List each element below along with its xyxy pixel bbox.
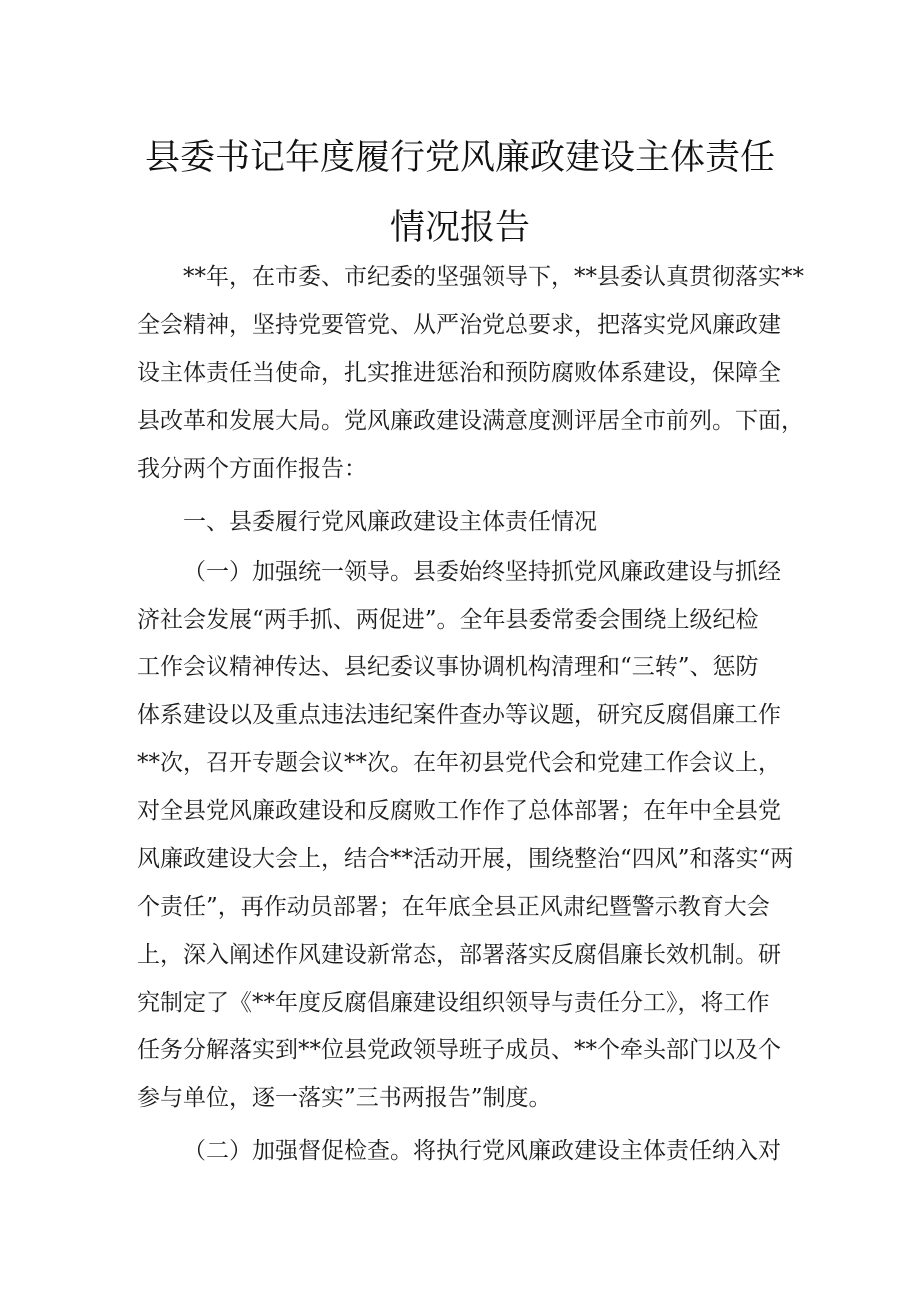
paragraph-line: 体系建设以及重点违法违纪案件查办等议题，研究反腐倡廉工作 xyxy=(137,702,781,728)
paragraph-line: （二）加强督促检查。将执行党风廉政建设主体责任纳入对 xyxy=(183,1138,781,1164)
paragraph-line: 参与单位，逐一落实”三书两报告”制度。 xyxy=(137,1085,552,1111)
paragraph-line: 县改革和发展大局。党风廉政建设满意度测评居全市前列。下面， xyxy=(137,408,804,434)
paragraph-line: 全会精神，坚持党要管党、从严治党总要求，把落实党风廉政建 xyxy=(137,312,781,338)
paragraph-line: 究制定了《**年度反腐倡廉建设组织领导与责任分工》，将工作 xyxy=(137,990,770,1016)
paragraph-line: **次，召开专题会议**次。在年初县党代会和党建工作会议上， xyxy=(137,750,781,776)
paragraph-line: **年，在市委、市纪委的坚强领导下，**县委认真贯彻落实** xyxy=(183,264,804,290)
paragraph-line: 设主体责任当使命，扎实推进惩治和预防腐败体系建设，保障全 xyxy=(137,360,781,386)
paragraph-line: 我分两个方面作报告： xyxy=(137,456,367,482)
paragraph-line: 个责任”，再作动员部署；在年底全县正风肃纪暨警示教育大会 xyxy=(137,894,770,920)
document-title-line-2: 情况报告 xyxy=(389,208,530,248)
paragraph-line: （一）加强统一领导。县委始终坚持抓党风廉政建设与抓经 xyxy=(183,559,781,585)
paragraph-line: 对全县党风廉政建设和反腐败工作作了总体部署；在年中全县党 xyxy=(137,798,781,824)
paragraph-line: 济社会发展“两手抓、两促进”。全年县委常委会围绕上级纪检 xyxy=(137,607,759,633)
paragraph-line: 上，深入阐述作风建设新常态，部署落实反腐倡廉长效机制。研 xyxy=(137,942,781,968)
paragraph-line: 任务分解落实到**位县党政领导班子成员、**个牵头部门以及个 xyxy=(137,1037,781,1063)
paragraph-line: 风廉政建设大会上，结合**活动开展，围绕整治“四风”和落实“两 xyxy=(137,846,794,872)
document-title-line-1: 县委书记年度履行党风廉政建设主体责任 xyxy=(144,138,775,178)
paragraph-line: 工作会议精神传达、县纪委议事协调机构清理和“三转”、惩防 xyxy=(137,654,759,680)
section-heading: 一、县委履行党风廉政建设主体责任情况 xyxy=(183,509,597,535)
